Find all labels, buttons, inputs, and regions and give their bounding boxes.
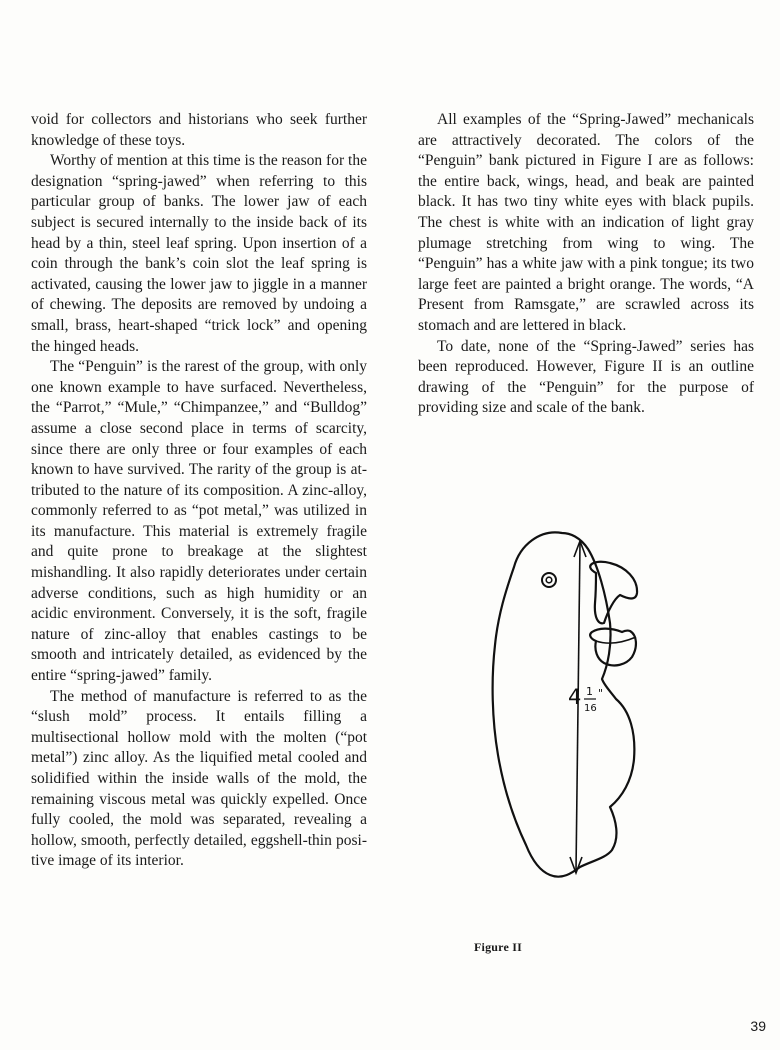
right-text-column: [418, 110, 754, 419]
paragraph: To date, none of the “Spring-Jawed” series has been reproduced. However, Figure II is an outline drawing of the “Penguin” for the purpose of providing size and scale of the bank.: [418, 337, 754, 417]
measurement-numerator: 1: [586, 685, 593, 698]
eye-outline: [542, 573, 556, 587]
left-text-column: [31, 110, 367, 872]
paragraph: All examples of the “Spring-Jawed” mechanicals are attractively decorated. The colors of the “Penguin” bank pictured in Figure I are as follows: the entire back, wings, head, and beak are painted black. It has two tiny white eyes with black pupils. The chest is white with an indication of light gray plumage stretching from wing to wing. The “Penguin” has a white jaw with a pink tongue; its two large feet are painted a bright orange. The words, “A Present from Ramsgate,” are scrawled across its stomach and are lettered in black.: [418, 111, 754, 334]
measurement-whole: 4: [568, 685, 582, 709]
penguin-outline-drawing: [470, 515, 670, 895]
paragraph: The “Penguin” is the rarest of the group, with only one known example to have surfaced. Nevertheless, the “Parrot,” “Mule,” “Chimpanzee,” and “Bulldog” assume a close second place in terms of scarcity, since there are only three or four examples of each known to have survived. The rarity of the group is attributed to the nature of its composition. A zinc-alloy, commonly referred to as “pot metal,” was utilized in its manufacture. This material is extremely fragile and quite prone to breakage at the slightest mishandling. It also rapidly deteriorates under certain adverse conditions, such as high humidity or an acidic environment. Conversely, it is the soft, fragile nature of zinc-alloy that enables castings to be smooth and intricately detailed, as evidenced by the entire “spring-jawed” family.: [31, 358, 367, 685]
jaw-inner-line: [596, 637, 636, 643]
figure-caption: Figure II: [474, 940, 522, 954]
eye-pupil: [546, 577, 552, 583]
penguin-body-outline: [493, 532, 635, 876]
page-number: 39: [750, 1018, 766, 1034]
paragraph: The method of manufacture is referred to as the “slush mold” process. It entails filling a multisectional hollow mold with the molten (“pot metal”) zinc alloy. As the liquified metal cooled and solidified within the inside walls of the mold, the remaining viscous metal was quickly expelled. Once fully cooled, the mold was separated, revealing a hollow, smooth, perfectly detailed, eggshell-thin positive image of its interior.: [31, 687, 367, 870]
lower-jaw-outline: [590, 629, 636, 666]
paragraph: Worthy of mention at this time is the reason for the designation “spring-jawed” when referring to this particular group of banks. The lower jaw of each subject is secured internally to the inside back of its head by a thin, steel leaf spring. Upon insertion of a coin through the bank’s coin slot the leaf spring is activated, causing the lower jaw to jiggle in a manner of chewing. The deposits are removed by undoing a small, brass, heart-shaped “trick lock” and opening the hinged heads.: [31, 152, 367, 355]
penguin-outline-figure: [470, 515, 670, 895]
paragraph: void for collectors and historians who seek further knowledge of these toys.: [31, 111, 367, 149]
measurement-unit: ": [598, 687, 604, 700]
measurement-denominator: 16: [584, 703, 597, 714]
